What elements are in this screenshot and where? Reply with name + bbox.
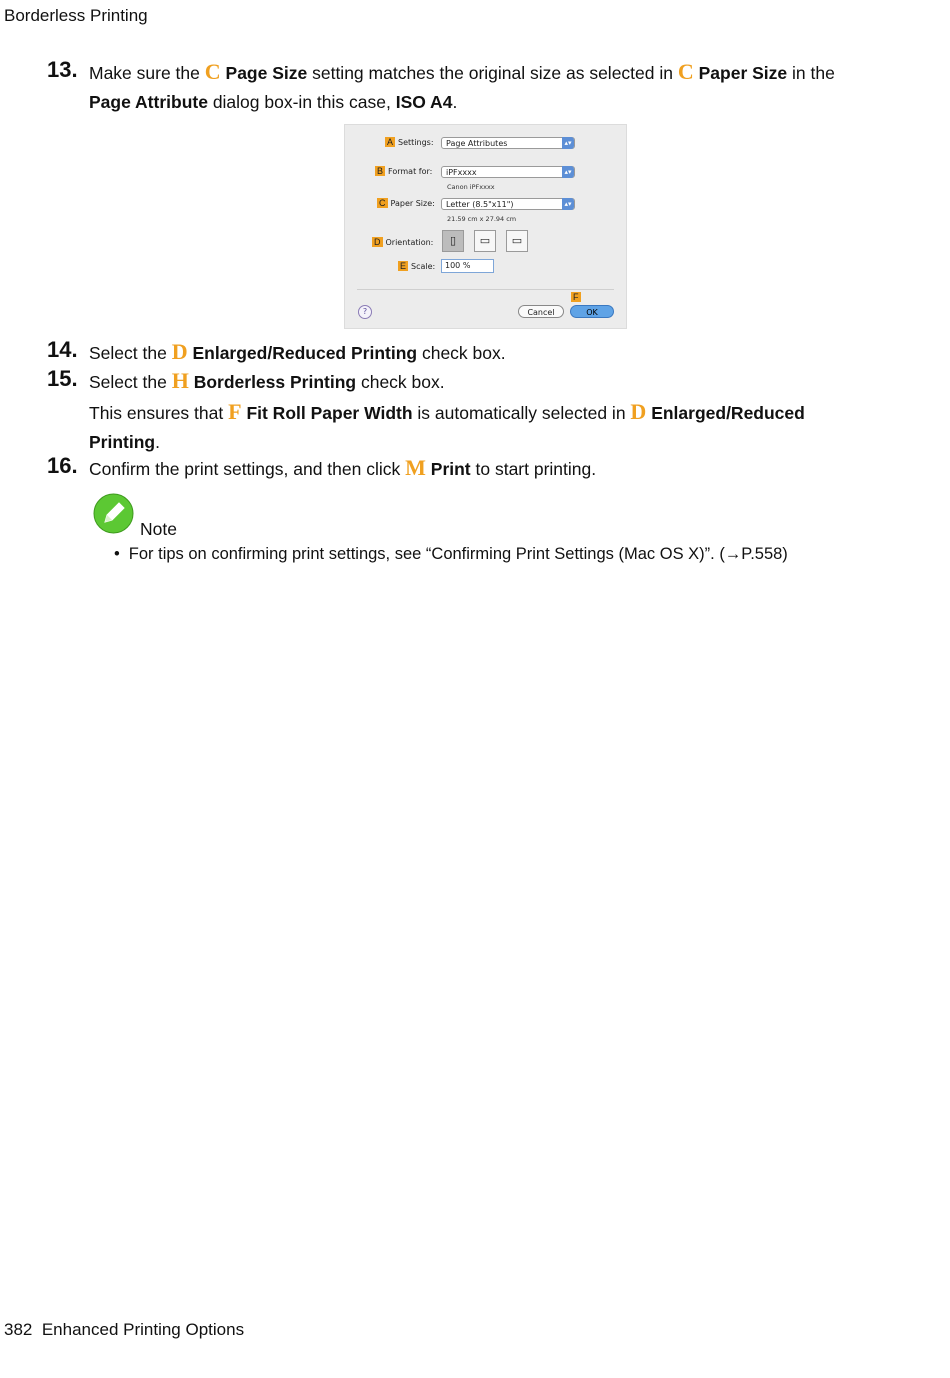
ok-button[interactable]: OK	[570, 305, 614, 318]
note-label: Note	[140, 519, 177, 539]
pencil-icon	[93, 493, 134, 534]
divider	[357, 289, 614, 290]
running-head: Borderless Printing	[4, 6, 148, 25]
ref-mark: F	[228, 399, 242, 424]
footer	[4, 1320, 244, 1340]
printer-name: Canon iPFxxxx	[447, 183, 495, 191]
scale-label: Scale:	[411, 261, 436, 271]
ref-mark: M	[405, 455, 426, 480]
step-number: 13.	[47, 57, 78, 82]
callout-badge: E	[400, 261, 407, 271]
chevron-updown-icon: ▴▾	[562, 166, 574, 178]
ref-mark: C	[204, 59, 221, 84]
help-icon[interactable]: ?	[358, 305, 372, 319]
bullet: •	[114, 545, 120, 563]
callout-badge: C	[379, 198, 386, 208]
step-text: Select the H Borderless Printing check box. This ensures that F Fit Roll Paper Width is automatically selected in D Enlarged/Reduced Printing.	[89, 368, 805, 452]
step-number: 16.	[47, 453, 78, 478]
ref-mark: H	[171, 368, 189, 393]
orientation-row	[372, 237, 433, 247]
callout-badge: A	[387, 137, 394, 147]
paper-size-popup[interactable]: Letter (8.5"x11") ▴▾	[441, 198, 575, 210]
paper-size-label: Paper Size:	[390, 198, 435, 208]
note-text: For tips on confirming print settings, see “Confirming Print Settings (Mac OS X)”. (→P.558)	[128, 545, 788, 563]
format-for-popup[interactable]: iPFxxxx ▴▾	[441, 166, 575, 178]
note-item	[114, 545, 788, 564]
settings-row	[385, 137, 434, 147]
chevron-updown-icon: ▴▾	[562, 198, 574, 210]
ref-mark: D	[171, 339, 188, 364]
callout-badge: D	[374, 237, 381, 247]
portrait-icon[interactable]: ▯	[442, 230, 464, 252]
chevron-updown-icon: ▴▾	[562, 137, 574, 149]
step-number: 14.	[47, 337, 78, 362]
step-text: Confirm the print settings, and then click M Print to start printing.	[89, 455, 597, 480]
section-title: Enhanced Printing Options	[41, 1320, 245, 1339]
callout-badge: B	[377, 166, 384, 176]
scale-row	[398, 261, 435, 271]
format-for-label: Format for:	[388, 166, 433, 176]
paper-dimensions: 21.59 cm x 27.94 cm	[447, 215, 517, 223]
settings-popup[interactable]: Page Attributes ▴▾	[441, 137, 575, 149]
callout-badge: F	[573, 292, 579, 302]
page-attributes-dialog	[344, 124, 627, 329]
paper-size-row	[377, 198, 435, 208]
landscape-left-icon[interactable]: ▭	[474, 230, 496, 252]
landscape-right-icon[interactable]: ▭	[506, 230, 528, 252]
ref-mark: D	[630, 399, 647, 424]
page-number: 382	[4, 1320, 33, 1339]
cancel-button[interactable]: Cancel	[518, 305, 564, 318]
step-text: Select the D Enlarged/Reduced Printing check box.	[89, 339, 506, 364]
settings-label: Settings:	[398, 137, 434, 147]
orientation-label: Orientation:	[385, 237, 434, 247]
step-text: Make sure the C Page Size setting matches the original size as selected in C Paper Size in the Page Attribute dialog box-in this case, ISO A4.	[89, 59, 835, 112]
ref-mark: C	[677, 59, 694, 84]
scale-input[interactable]: 100 %	[441, 259, 494, 273]
format-for-row	[375, 166, 432, 176]
step-number: 15.	[47, 366, 78, 391]
